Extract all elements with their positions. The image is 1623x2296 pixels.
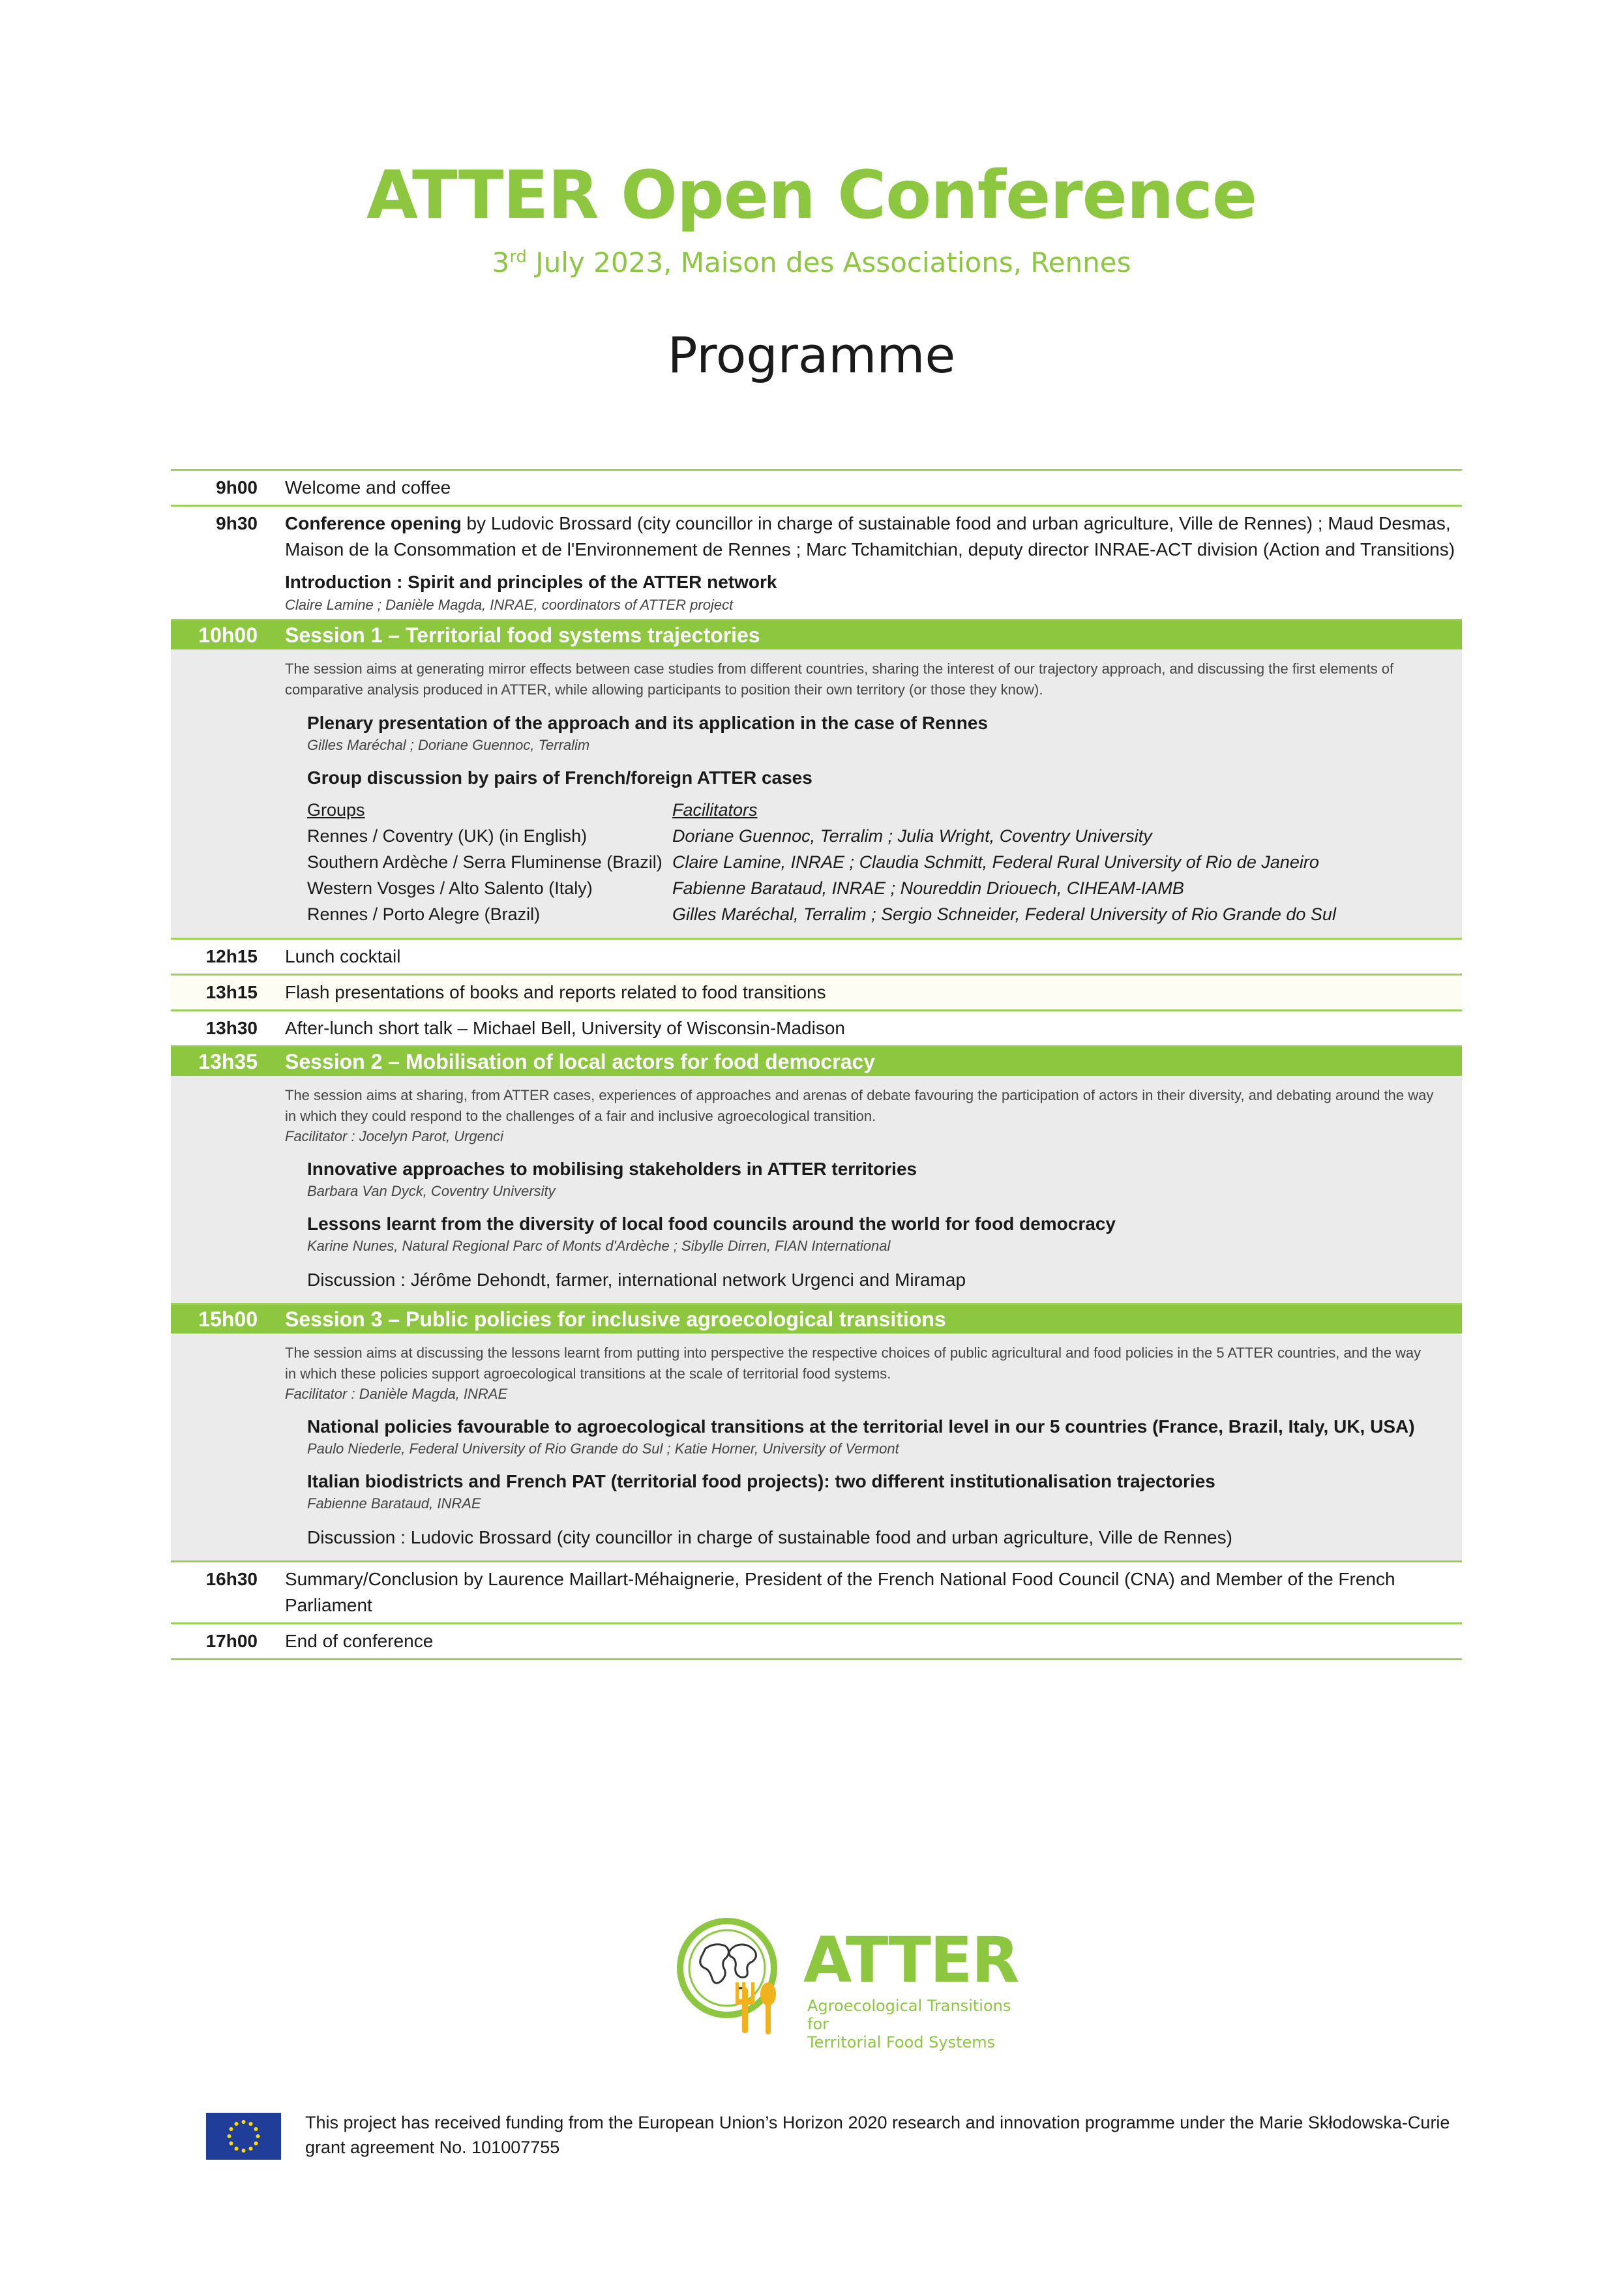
logo-name: ATTER [803, 1924, 1019, 1997]
talk-authors: Gilles Maréchal ; Doriane Guennoc, Terralim [307, 737, 590, 753]
intro-block [285, 569, 1462, 615]
time-cell: 15h00 [198, 1307, 258, 1331]
talk-authors: Barbara Van Dyck, Coventry University [307, 1183, 556, 1199]
programme-row [171, 1562, 1462, 1624]
talk-title: Italian biodistricts and French PAT (territorial food projects): two different institutionalisation trajectories [307, 1471, 1215, 1491]
programme-row [171, 1624, 1462, 1660]
talk-authors: Paulo Niederle, Federal University of Rio Grande do Sul ; Katie Horner, University of Vermont [307, 1440, 899, 1457]
programme-row [171, 507, 1462, 621]
talk-title: National policies favourable to agroecological transitions at the territorial level in our 5 countries (France, Brazil, Italy, UK, USA) [307, 1416, 1415, 1437]
session-description: The session aims at sharing, from ATTER cases, experiences of approaches and arenas of debate favouring the participation of actors in their diversity, and debating around the way in which they could respond to the challenges of a fair and inclusive agroecological transition. [285, 1087, 1434, 1124]
funding-statement: This project has received funding from the European Union’s Horizon 2020 research and innovation programme under the Marie Skłodowska-Curie grant agreement No. 101007755 [305, 2113, 1450, 2157]
group-name: Western Vosges / Alto Salento (Italy) [307, 878, 593, 898]
talk-authors: Karine Nunes, Natural Regional Parc of Monts d'Ardèche ; Sibylle Dirren, FIAN International [307, 1238, 891, 1254]
session-3-body [171, 1334, 1462, 1562]
session-title: Session 2 – Mobilisation of local actors for food democracy [285, 1050, 876, 1073]
time-cell: 10h00 [198, 623, 258, 647]
talk-title: Plenary presentation of the approach and its application in the case of Rennes [307, 713, 988, 733]
group-facilitators: Doriane Guennoc, Terralim ; Julia Wright, Coventry University [672, 826, 1152, 846]
discussion: Discussion : Jérôme Dehondt, farmer, international network Urgenci and Miramap [307, 1270, 966, 1290]
item-label: Welcome and coffee [285, 477, 451, 498]
session-1-header [171, 621, 1462, 649]
item-label: Flash presentations of books and reports related to food transitions [285, 982, 826, 1002]
session-facilitator: Facilitator : Jocelyn Parot, Urgenci [285, 1128, 504, 1144]
programme-row [171, 469, 1462, 507]
time-cell: 9h30 [216, 513, 258, 533]
time-cell: 16h30 [205, 1569, 258, 1589]
discussion: Discussion : Ludovic Brossard (city councillor in charge of sustainable food and urban agriculture, Ville de Rennes) [307, 1527, 1232, 1547]
programme-heading: Programme [667, 326, 956, 384]
group-facilitators: Fabienne Barataud, INRAE ; Noureddin Driouech, CIHEAM-IAMB [672, 878, 1184, 898]
session-2-header [171, 1047, 1462, 1076]
talk-title: Innovative approaches to mobilising stakeholders in ATTER territories [307, 1159, 917, 1179]
session-3-header [171, 1305, 1462, 1334]
group-name: Southern Ardèche / Serra Fluminense (Brazil) [307, 852, 663, 872]
groups-header: Groups [307, 800, 365, 820]
time-cell: 9h00 [216, 477, 258, 498]
facilitators-header: Facilitators [672, 800, 758, 820]
conference-title: ATTER Open Conference [366, 157, 1257, 234]
item-label: After-lunch short talk – Michael Bell, University of Wisconsin-Madison [285, 1018, 845, 1038]
programme-table [171, 469, 1462, 1660]
item-label: End of conference [285, 1631, 434, 1651]
opening-text: Conference opening by Ludovic Brossard (city councillor in charge of sustainable food and urban agriculture, Ville de Rennes) ; Maud Desmas, Maison de la Consommation et de l'Environnement de Rennes ; Marc Tchamitchian, deputy director INRAE-ACT division (Action and Transitions) [285, 513, 1455, 559]
session-title: Session 3 – Public policies for inclusive agroecological transitions [285, 1307, 946, 1331]
group-facilitators: Gilles Maréchal, Terralim ; Sergio Schneider, Federal University of Rio Grande do Sul [672, 904, 1336, 924]
time-cell: 13h35 [198, 1050, 258, 1073]
session-facilitator: Facilitator : Danièle Magda, INRAE [285, 1386, 508, 1402]
group-name: Rennes / Porto Alegre (Brazil) [307, 904, 541, 924]
groups-table [307, 797, 1436, 927]
eu-flag-icon [206, 2113, 281, 2160]
session-1-body [171, 649, 1462, 940]
programme-row [171, 940, 1462, 976]
time-cell: 13h15 [205, 982, 258, 1002]
session-title: Session 1 – Territorial food systems trajectories [285, 623, 760, 647]
session-2-body [171, 1076, 1462, 1305]
time-cell: 12h15 [205, 946, 258, 966]
session-description: The session aims at generating mirror effects between case studies from different countries, sharing the interest of our trajectory approach, and discussing the first elements of comparative analysis produced in ATTER, while allowing participants to position their own territory (or those they know). [285, 661, 1394, 698]
time-cell: 13h30 [205, 1018, 258, 1038]
group-name: Rennes / Coventry (UK) (in English) [307, 826, 588, 846]
conference-date-venue: 3rd July 2023, Maison des Associations, Rennes [492, 246, 1131, 278]
session-description: The session aims at discussing the lessons learnt from putting into perspective the respective choices of public agricultural and food policies in the 5 ATTER countries, and the way in which these policies support agroecological transitions at the scale of territorial food systems. [285, 1345, 1422, 1382]
time-cell: 17h00 [205, 1631, 258, 1651]
programme-row [171, 1011, 1462, 1047]
group-facilitators: Claire Lamine, INRAE ; Claudia Schmitt, Federal Rural University of Rio de Janeiro [672, 852, 1319, 872]
intro-authors: Claire Lamine ; Danièle Magda, INRAE, coordinators of ATTER project [285, 597, 734, 613]
talk-authors: Fabienne Barataud, INRAE [307, 1495, 481, 1512]
talk-title: Lessons learnt from the diversity of local food councils around the world for food democracy [307, 1214, 1116, 1234]
talk-title: Group discussion by pairs of French/foreign ATTER cases [307, 768, 812, 788]
intro-title: Introduction : Spirit and principles of the ATTER network [285, 572, 777, 592]
item-label: Lunch cocktail [285, 946, 401, 966]
programme-row [171, 976, 1462, 1011]
globe-fork-spoon-icon [665, 1917, 802, 2041]
item-label: Summary/Conclusion by Laurence Maillart-Méhaignerie, President of the French National Food Council (CNA) and Member of the French Parliament [285, 1569, 1395, 1615]
logo-tagline: Agroecological Transitions for Territorial Food Systems [807, 1997, 1011, 2051]
atter-logo [665, 1917, 1030, 2051]
